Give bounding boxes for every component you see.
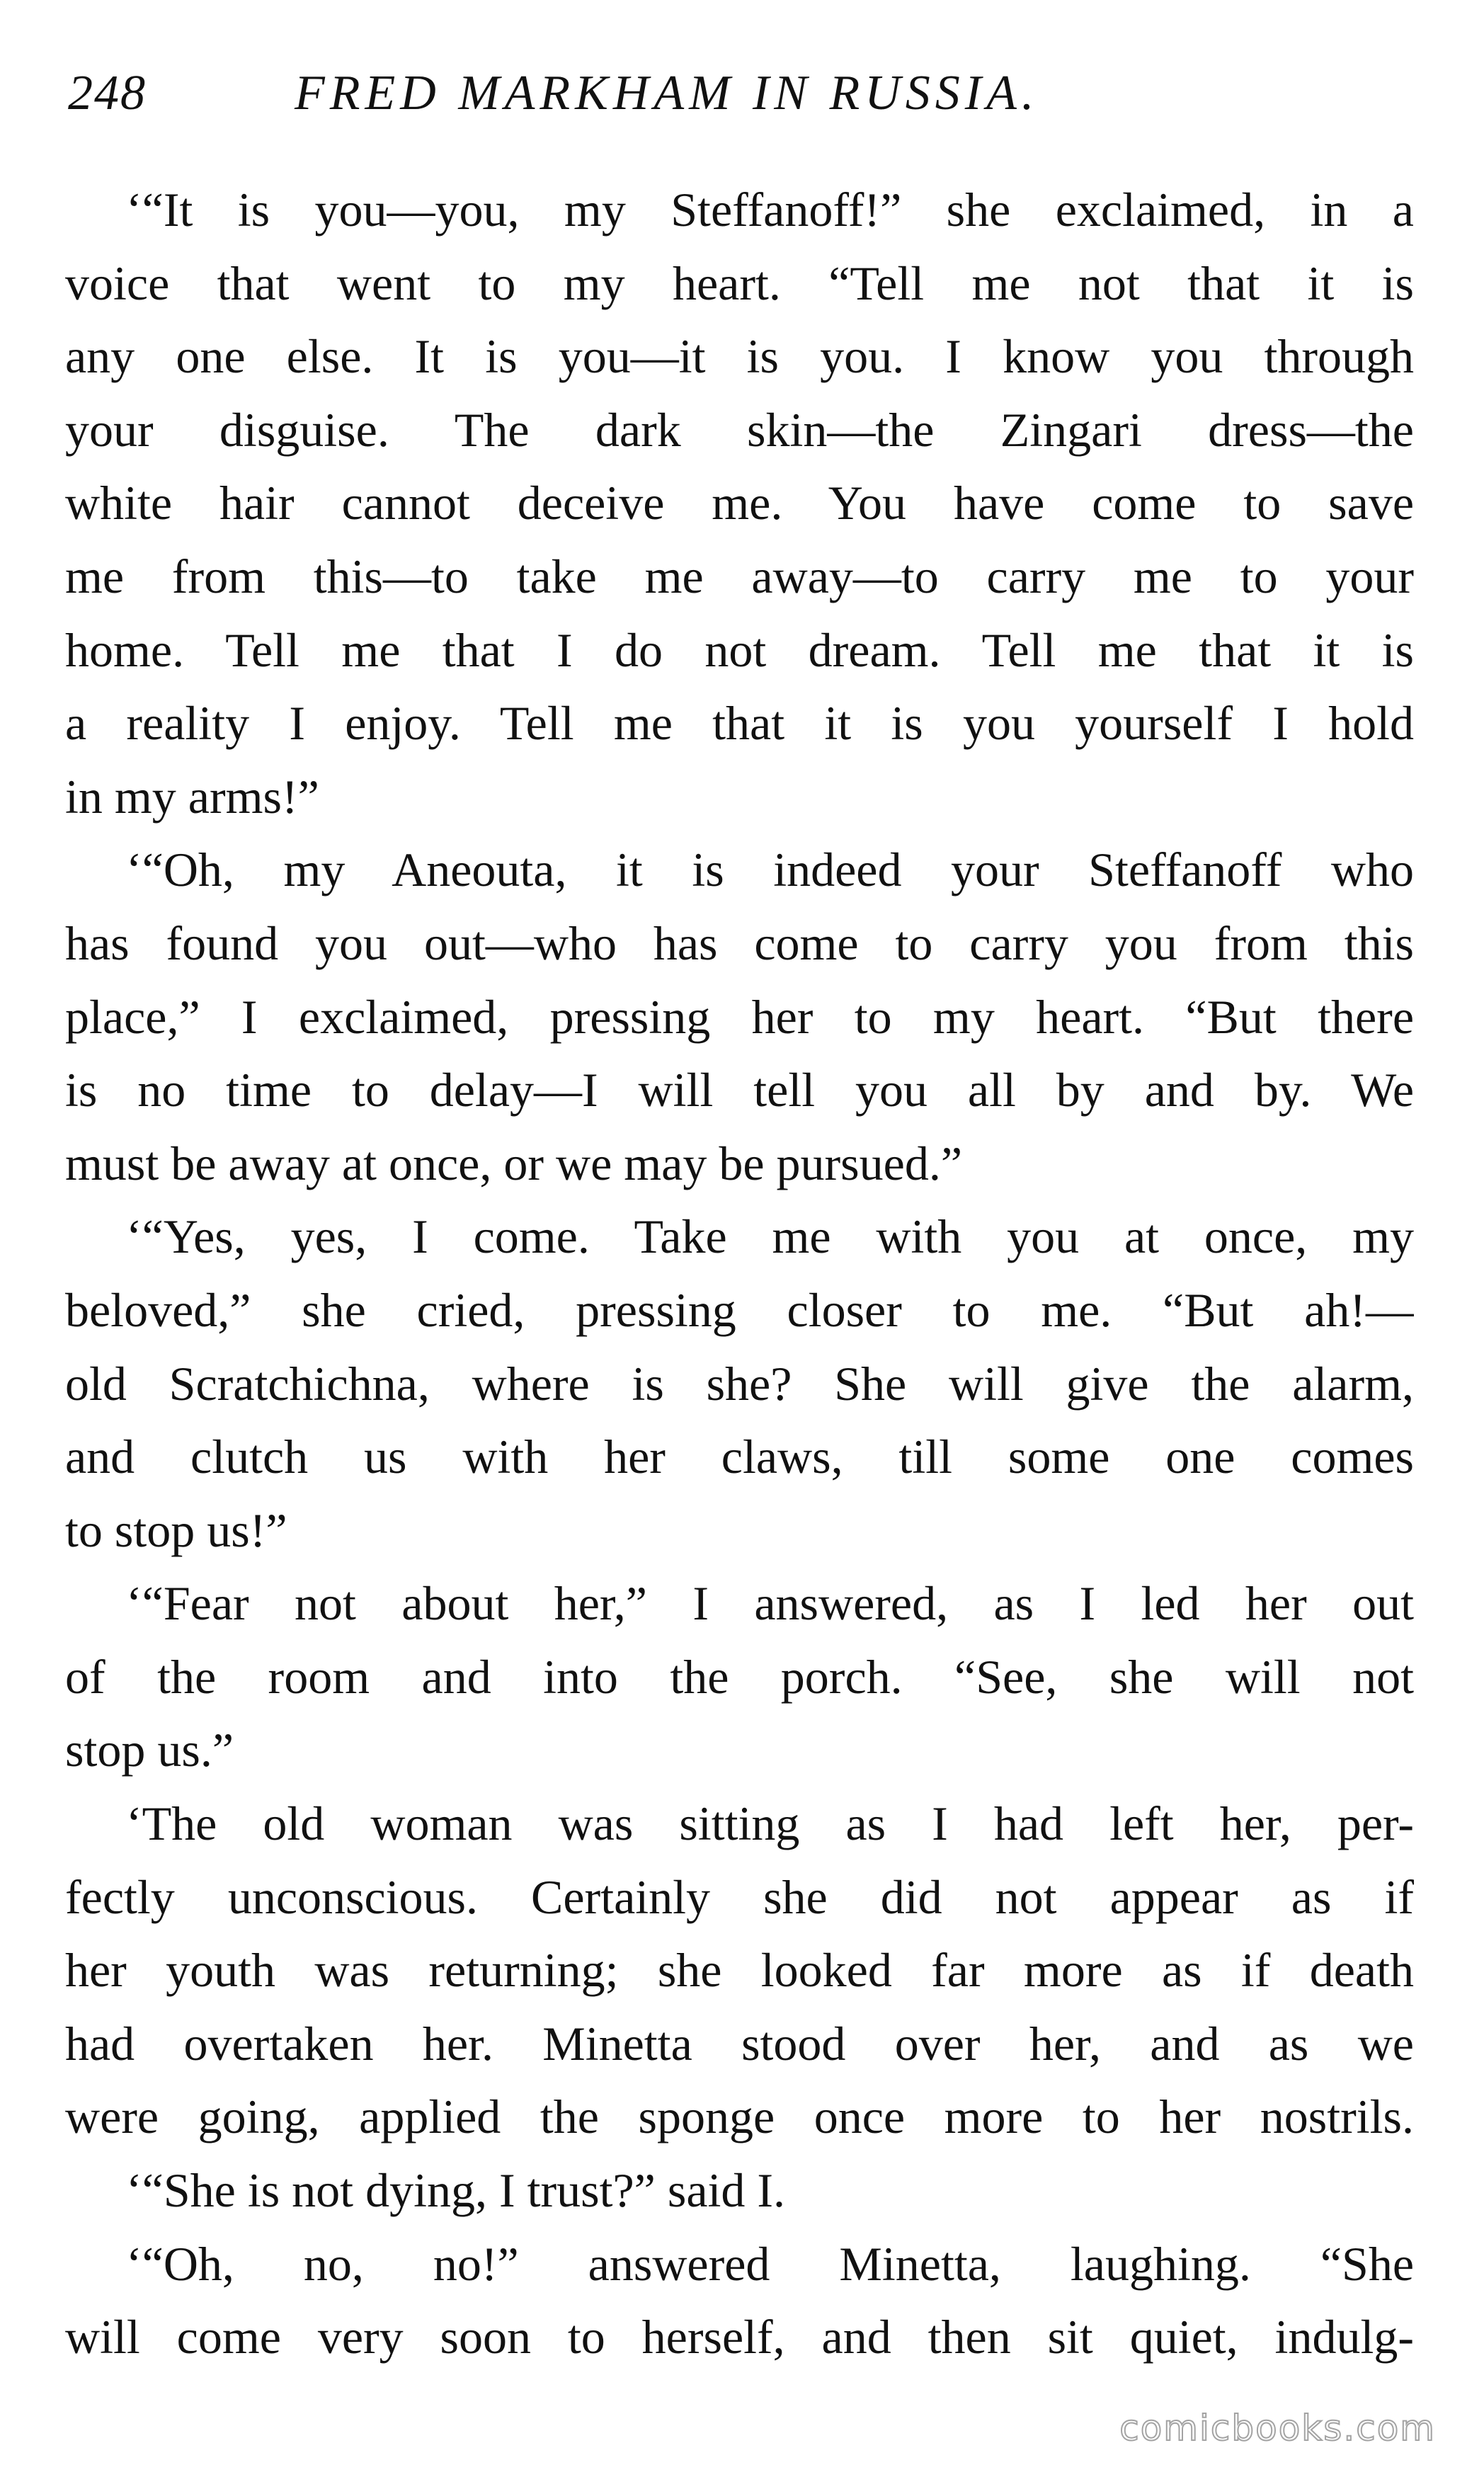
text-line: place,” I exclaimed, pressing her to my heart. “But there — [65, 989, 1414, 1044]
text-line: white hair cannot deceive me. You have come to save — [65, 476, 1414, 530]
text-line: of the room and into the porch. “See, she will not — [65, 1649, 1414, 1704]
text-line: ‘“Yes, yes, I come. Take me with you at once, my — [126, 1209, 1414, 1264]
text-line: in my arms!” — [65, 769, 319, 824]
text-line: beloved,” she cried, pressing closer to me. “But ah!— — [65, 1282, 1414, 1337]
text-line: and clutch us with her claws, till some one comes — [65, 1430, 1414, 1484]
page-number: 248 — [68, 66, 147, 120]
text-line: ‘“Oh, no, no!” answered Minetta, laughing. “She — [126, 2236, 1414, 2291]
text-line: any one else. It is you—it is you. I know you through — [65, 329, 1414, 384]
text-line: is no time to delay—I will tell you all by and by. We — [65, 1063, 1414, 1117]
watermark: comicbooks.com — [1119, 2408, 1436, 2449]
running-title: FRED MARKHAM IN RUSSIA. — [295, 66, 1039, 120]
text-line: home. Tell me that I do not dream. Tell me that it is — [65, 622, 1414, 677]
text-line: stop us.” — [65, 1723, 234, 1777]
text-line: her youth was returning; she looked far more as if death — [65, 1943, 1414, 1998]
text-line: will come very soon to herself, and then sit quiet, indulg- — [65, 2310, 1414, 2364]
text-line: fectly unconscious. Certainly she did not appear as if — [65, 1869, 1414, 1924]
text-line: ‘The old woman was sitting as I had left her, per- — [126, 1796, 1414, 1851]
text-line: were going, applied the sponge once more to her nostrils. — [65, 2090, 1414, 2144]
text-line: me from this—to take me away—to carry me to your — [65, 549, 1414, 603]
text-line: ‘“It is you—you, my Steffanoff!” she exclaimed, in a — [126, 183, 1414, 237]
text-line: had overtaken her. Minetta stood over her, and as we — [65, 2016, 1414, 2071]
text-line: ‘“Fear not about her,” I answered, as I led her out — [126, 1576, 1414, 1631]
text-line: a reality I enjoy. Tell me that it is you yourself I hold — [65, 696, 1414, 751]
text-line: voice that went to my heart. “Tell me not that it is — [65, 256, 1414, 310]
text-line: ‘“Oh, my Aneouta, it is indeed your Steffanoff who — [126, 843, 1414, 897]
text-line: to stop us!” — [65, 1503, 287, 1557]
page-header — [68, 65, 1413, 136]
text-line: your disguise. The dark skin—the Zingari dress—the — [65, 402, 1414, 457]
text-line: has found you out—who has come to carry you from this — [65, 916, 1414, 970]
body-text — [65, 173, 1414, 2374]
text-line: ‘“She is not dying, I trust?” said I. — [126, 2163, 786, 2218]
text-line: must be away at once, or we may be pursued.” — [65, 1136, 962, 1190]
text-line: old Scratchichna, where is she? She will give the alarm, — [65, 1356, 1414, 1411]
